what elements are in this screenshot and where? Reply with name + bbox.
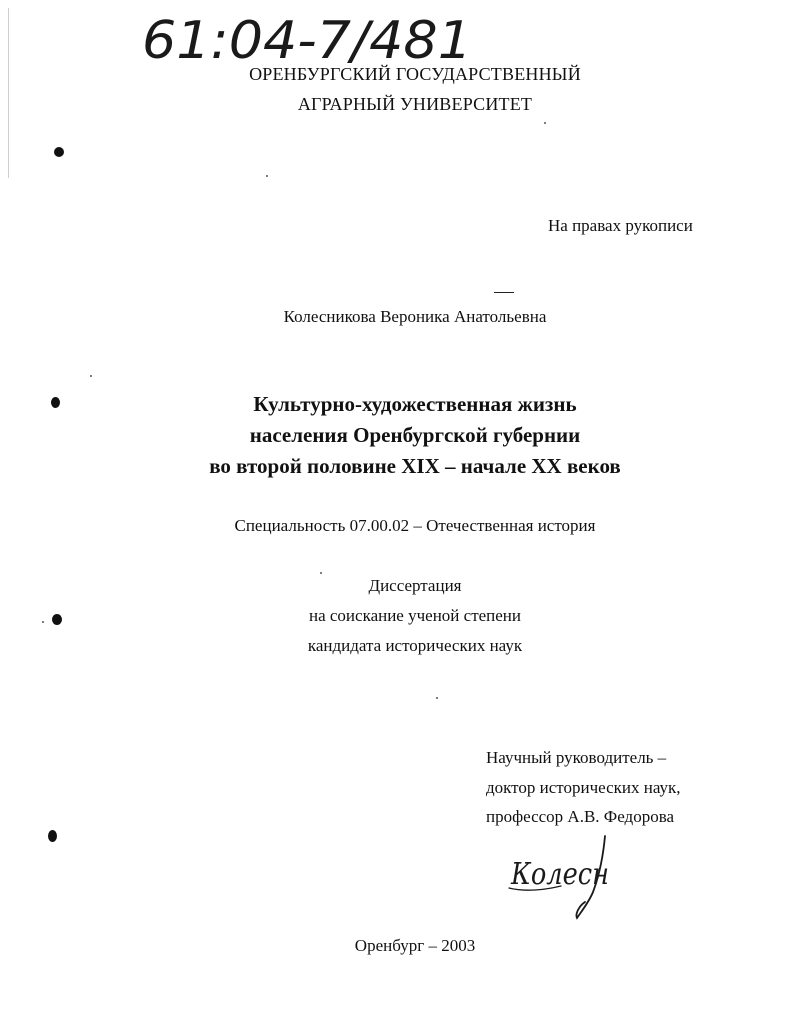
handwritten-archive-code — [138, 8, 478, 70]
supervisor-line1: Научный руководитель – — [486, 748, 667, 767]
signature — [505, 832, 623, 924]
signature-drawing — [505, 832, 623, 924]
scan-speck — [320, 572, 322, 574]
university-name-line1: ОРЕНБУРГСКИЙ ГОСУДАРСТВЕННЫЙ — [249, 64, 581, 84]
binding-hole-mark — [52, 614, 62, 625]
title-line1: Культурно-художественная жизнь — [253, 392, 577, 416]
specialty-line: Специальность 07.00.02 – Отечественная история — [234, 516, 596, 535]
binding-hole-mark — [54, 147, 64, 157]
scan-edge-line — [8, 8, 9, 178]
scan-speck — [544, 122, 546, 124]
dissertation-line2: на соискание ученой степени — [308, 606, 522, 625]
title-line2: населения Оренбургской губернии — [249, 423, 581, 447]
scan-speck — [42, 621, 44, 623]
city-year: Оренбург – 2003 — [354, 936, 476, 955]
signature-text: Колесн — [510, 857, 609, 892]
manuscript-rights-note: На правах рукописи — [548, 216, 693, 235]
scan-speck — [90, 375, 92, 377]
dissertation-line3: кандидата исторических наук — [307, 636, 523, 655]
dash-mark — [494, 292, 514, 293]
dissertation-line1: Диссертация — [368, 576, 462, 595]
supervisor-line2: доктор исторических наук, — [486, 778, 681, 797]
handwritten-code-text: 61:04-7/481 — [142, 11, 472, 70]
university-name-line2: АГРАРНЫЙ УНИВЕРСИТЕТ — [297, 94, 533, 114]
title-line3: во второй половине XIX – начале XX веков — [209, 454, 621, 478]
supervisor-line3: профессор А.В. Федорова — [486, 807, 675, 826]
binding-hole-mark — [51, 397, 60, 408]
handwritten-code-drawing — [138, 8, 478, 70]
binding-hole-mark — [48, 830, 57, 842]
author-name: Колесникова Вероника Анатольевна — [283, 307, 547, 326]
scan-speck — [436, 697, 438, 699]
scan-speck — [266, 175, 268, 177]
